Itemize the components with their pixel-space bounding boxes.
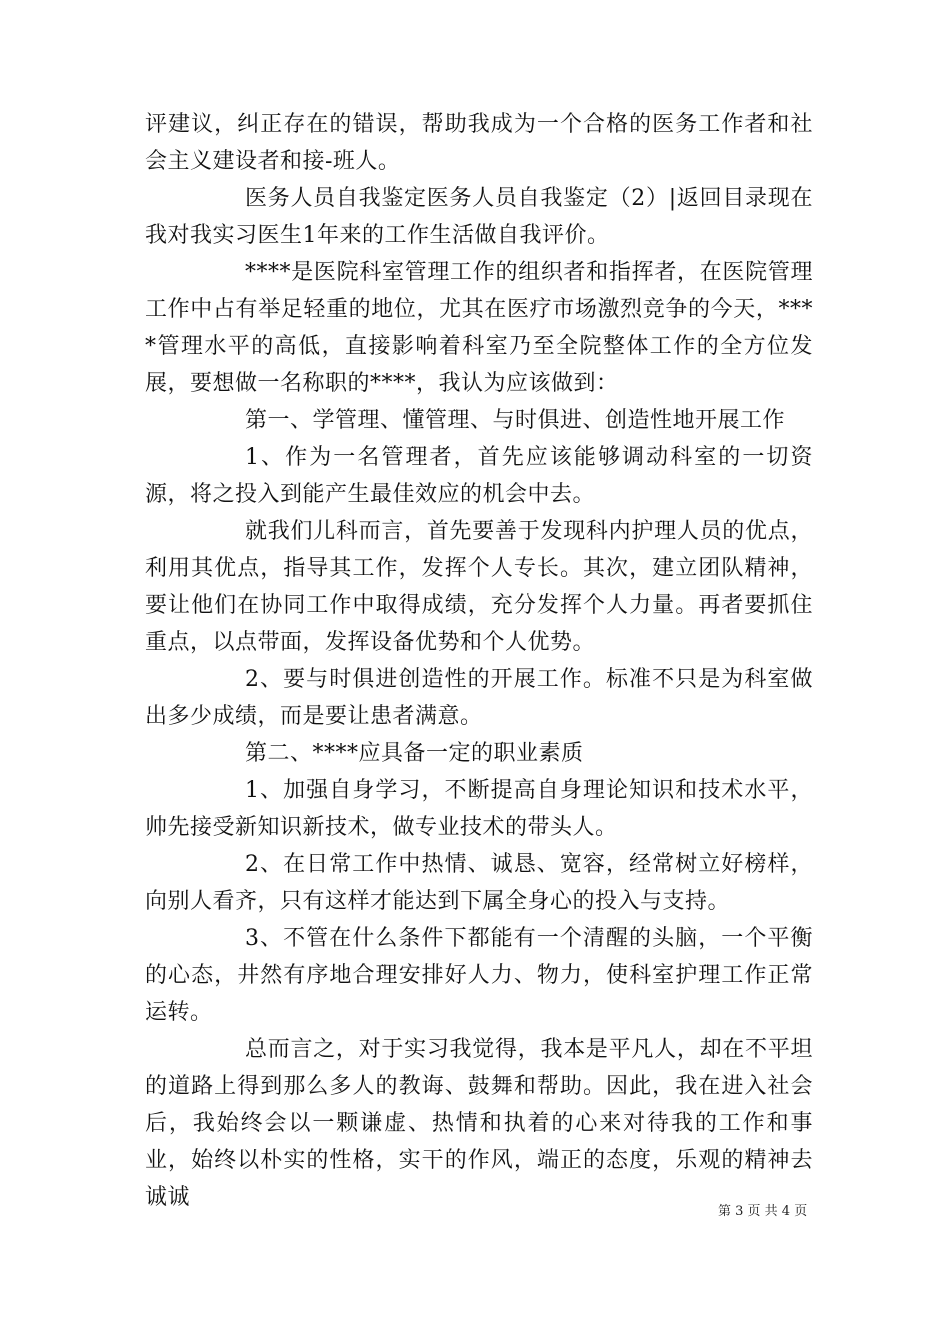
paragraph: 第一、学管理、懂管理、与时俱进、创造性地开展工作: [245, 408, 786, 433]
paragraph: 就我们儿科而言，首先要善于发现科内护理人员的优点，利用其优点，指导其工作，发挥个人专长。其次，建立团队精神，要让他们在协同工作中取得成绩，充分发挥个人力量。再者要抓住重点，以点带面，发挥设备优势和个人优势。: [145, 519, 813, 655]
page-number-footer: 第 3 页 共 4 页: [718, 1204, 808, 1219]
paragraph: 医务人员自我鉴定医务人员自我鉴定（2）|返回目录现在我对我实习医生1年来的工作生活做自我评价。: [145, 186, 813, 248]
paragraph: 2、要与时俱进创造性的开展工作。标准不只是为科室做出多少成绩，而是要让患者满意。: [145, 667, 813, 729]
paragraph: 2、在日常工作中热情、诚恳、宽容，经常树立好榜样，向别人看齐，只有这样才能达到下属全身心的投入与支持。: [145, 852, 813, 914]
paragraph: 3、不管在什么条件下都能有一个清醒的头脑，一个平衡的心态，井然有序地合理安排好人力、物力，使科室护理工作正常运转。: [145, 926, 813, 1025]
paragraph: 1、作为一名管理者，首先应该能够调动科室的一切资源，将之投入到能产生最佳效应的机会中去。: [145, 445, 813, 507]
paragraph: 第二、****应具备一定的职业素质: [245, 741, 584, 766]
paragraph: 总而言之，对于实习我觉得，我本是平凡人，却在不平坦的道路上得到那么多人的教诲、鼓舞和帮助。因此，我在进入社会后，我始终会以一颗谦虚、热情和执着的心来对待我的工作和事业，始终以朴实的性格，实干的作风，端正的态度，乐观的精神去诚诚: [145, 1037, 813, 1210]
paragraph: 评建议，纠正存在的错误，帮助我成为一个合格的医务工作者和社会主义建设者和接-班人。: [145, 112, 813, 174]
document-body: [145, 106, 813, 1216]
paragraph: 1、加强自身学习，不断提高自身理论知识和技术水平，帅先接受新知识新技术，做专业技术的带头人。: [145, 778, 813, 840]
paragraph: ****是医院科室管理工作的组织者和指挥者，在医院管理工作中占有举足轻重的地位，尤其在医疗市场激烈竞争的今天，****管理水平的高低，直接影响着科室乃至全院整体工作的全方位发展，要想做一名称职的****，我认为应该做到：: [145, 260, 813, 396]
